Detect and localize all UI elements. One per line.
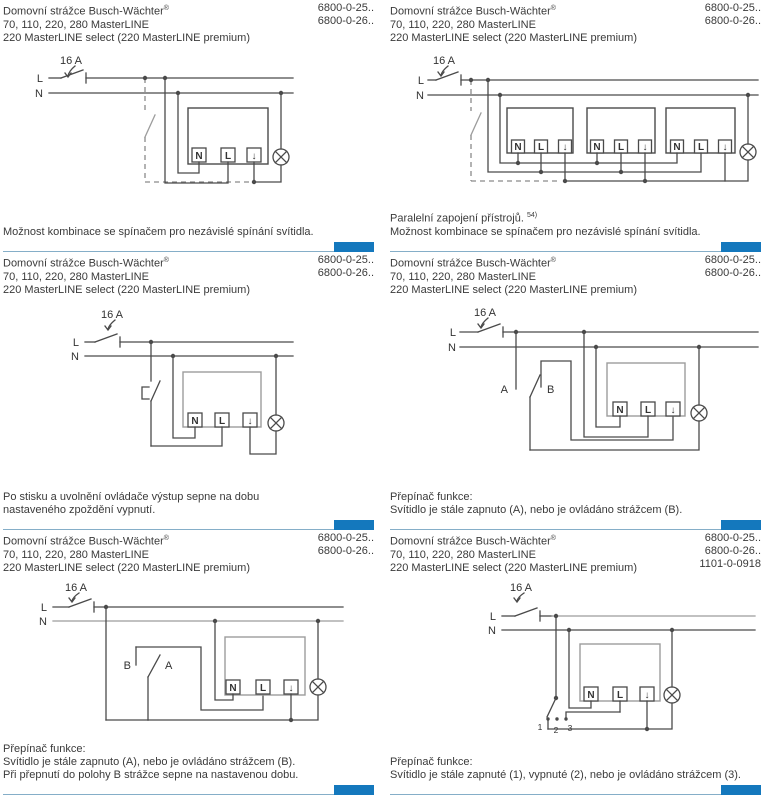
caption-block (390, 491, 761, 530)
registered-mark: ® (550, 5, 556, 12)
junction-dots (514, 329, 701, 348)
svg-text:L: L (616, 689, 624, 701)
diagram-area (390, 49, 761, 199)
order-codes (318, 532, 374, 575)
terminals (188, 413, 257, 427)
divider-line (390, 529, 761, 530)
line-n-label: N (448, 341, 456, 354)
divider (390, 520, 761, 530)
order-code: 6800-0-26.. (704, 267, 761, 279)
panel-3 (0, 252, 387, 530)
wiring-diagram-123-selector (390, 579, 761, 735)
product-line-3: 220 MasterLINE select (220 MasterLINE premium) (3, 31, 250, 44)
diagram-area (3, 579, 374, 729)
order-code: 6800-0-26.. (317, 545, 374, 557)
wiring-diagram-push-button (3, 301, 374, 461)
order-code: 6800-0-25.. (704, 2, 761, 14)
output-arrow-icon: ↓ (251, 150, 257, 162)
device-wiring (148, 621, 318, 720)
panel-4-header (390, 254, 761, 297)
divider-line (3, 251, 374, 252)
divider-line (3, 529, 374, 530)
order-code: 1101-0-0918 (699, 558, 761, 570)
output-arrow-icon: ↓ (644, 689, 650, 701)
registered-mark: ® (550, 257, 556, 264)
line-n-label: N (416, 89, 424, 102)
caption-line: Paralelní zapojení přístrojů. $^{54)}$ (390, 212, 538, 225)
product-name: Domovní strážce Busch-Wächter® (3, 535, 169, 548)
product-lines (390, 254, 637, 297)
line-n-label: N (39, 615, 47, 628)
device-wiring (530, 332, 699, 450)
caption-block (3, 743, 374, 795)
junction-dots (554, 613, 674, 730)
supply-lines (53, 599, 343, 621)
junction-dots (143, 75, 283, 183)
fuse-arrow-icon (69, 593, 79, 602)
terminals (613, 402, 680, 416)
fuse-arrow-icon (438, 66, 448, 76)
position-3-label: 3 (567, 722, 573, 733)
fuse-arrow-icon (514, 593, 524, 602)
ab-selector-switch (516, 332, 673, 450)
accent-bar (334, 520, 374, 530)
accent-bar (334, 242, 374, 252)
product-name: Domovní strážce Busch-Wächter® (3, 5, 169, 18)
caption-line: Svítidlo je stále zapnuté (1), vypnuté (2), nebo je ovládáno strážcem (3). (390, 769, 741, 781)
svg-text:L: L (697, 141, 705, 153)
product-line-2: 70, 110, 220, 280 MasterLINE (390, 270, 536, 283)
wiring-diagram-ba-selector (3, 579, 374, 729)
caption-line: nastaveného zpoždění vypnutí. (3, 504, 156, 516)
registered-mark: ® (550, 535, 556, 542)
product-lines (3, 254, 250, 297)
svg-text:N: N (195, 150, 203, 162)
terminals (226, 680, 298, 694)
output-arrow-icon: ↓ (288, 682, 294, 694)
caption-block (3, 226, 374, 252)
line-n-label: N (71, 350, 79, 363)
divider-line (390, 251, 761, 252)
fuse-arrow-icon (105, 320, 115, 330)
line-n-label: N (488, 624, 496, 637)
order-codes (705, 254, 761, 297)
output-arrow-icon: ↓ (247, 415, 253, 427)
line-l-label: L (36, 72, 43, 85)
wiring-diagram-ab-selector (390, 301, 761, 461)
fuse-arrow-icon (478, 318, 488, 328)
position-b-label: B (123, 659, 131, 672)
line-l-label: L (72, 336, 79, 349)
terminals (512, 140, 732, 153)
product-line-3: 220 MasterLINE select (220 MasterLINE premium) (3, 283, 250, 296)
divider (390, 785, 761, 795)
svg-text:L: L (537, 141, 545, 153)
caption-line: Možnost kombinace se spínačem pro nezávislé spínání svítidla. (3, 226, 314, 238)
junction-dots (469, 77, 750, 182)
product-line-2: 70, 110, 220, 280 MasterLINE (3, 548, 149, 561)
product-line-2: 70, 110, 220, 280 MasterLINE (3, 18, 149, 31)
product-name: Domovní strážce Busch-Wächter® (390, 535, 556, 548)
product-name: Domovní strážce Busch-Wächter® (390, 5, 556, 18)
order-code: 6800-0-25.. (317, 254, 374, 266)
supply-lines (85, 334, 293, 356)
svg-text:N: N (616, 404, 624, 416)
order-codes (318, 2, 374, 45)
position-1-label: 1 (537, 721, 543, 732)
order-codes (705, 2, 761, 45)
panel-2 (387, 0, 774, 252)
svg-text:N: N (191, 415, 199, 427)
caption-line: Po stisku a uvolnění ovládače výstup sepne na dobu (3, 491, 260, 503)
lamp-icon (664, 687, 680, 703)
product-line-3: 220 MasterLINE select (220 MasterLINE premium) (390, 283, 637, 296)
device-wiring (151, 356, 276, 454)
divider (390, 242, 761, 252)
supply-lines (428, 72, 758, 95)
panel-6-header (390, 532, 761, 575)
lamp-icon (273, 149, 289, 165)
output-arrow-icon: ↓ (642, 141, 648, 153)
panel-2-header (390, 2, 761, 45)
accent-bar (334, 785, 374, 795)
supply-lines (502, 608, 755, 630)
terminals (584, 687, 654, 701)
svg-text:L: L (218, 415, 226, 427)
fuse-label: 16 A (101, 308, 124, 321)
lamp-icon (268, 415, 284, 431)
product-lines (390, 2, 637, 45)
product-line-2: 70, 110, 220, 280 MasterLINE (3, 270, 149, 283)
accent-bar (721, 242, 761, 252)
divider (3, 520, 374, 530)
svg-text:N: N (229, 682, 237, 694)
position-a-label: A (500, 383, 508, 396)
order-code: 6800-0-25.. (704, 254, 761, 266)
product-name: Domovní strážce Busch-Wächter® (390, 257, 556, 270)
lamp-icon (310, 679, 326, 695)
diagram-area (3, 301, 374, 461)
product-lines (390, 532, 637, 575)
caption-block (3, 491, 374, 530)
registered-mark: ® (163, 257, 169, 264)
caption-line: Možnost kombinace se spínačem pro nezávislé spínání svítidla. (390, 226, 701, 238)
panel-1-header (3, 2, 374, 45)
panel-3-header (3, 254, 374, 297)
registered-mark: ® (163, 5, 169, 12)
order-code: 6800-0-25.. (704, 532, 761, 544)
svg-text:N: N (673, 141, 681, 153)
device-wiring (165, 78, 281, 183)
product-line-3: 220 MasterLINE select (220 MasterLINE premium) (390, 561, 637, 574)
svg-text:L: L (259, 682, 267, 694)
line-l-label: L (417, 74, 424, 87)
divider (3, 242, 374, 252)
push-button-icon (142, 387, 149, 399)
panel-4 (387, 252, 774, 530)
order-code: 6800-0-26.. (704, 545, 761, 557)
order-code: 6800-0-26.. (317, 15, 374, 27)
fuse-label: 16 A (65, 581, 88, 594)
product-name: Domovní strážce Busch-Wächter® (3, 257, 169, 270)
position-a-label: A (165, 659, 173, 672)
panel-5 (0, 530, 387, 795)
output-arrow-icon: ↓ (562, 141, 568, 153)
fuse-label: 16 A (433, 54, 456, 67)
caption-line: Přepínač funkce: (3, 743, 86, 755)
line-l-label: L (40, 601, 47, 614)
caption-line: Přepínač funkce: (390, 491, 473, 503)
order-code: 6800-0-25.. (317, 532, 374, 544)
lamp-icon (740, 144, 756, 160)
order-codes (699, 532, 761, 575)
panel-6 (387, 530, 774, 795)
svg-text:N: N (514, 141, 522, 153)
lamp-icon (691, 405, 707, 421)
footnote-ref: 54) (526, 212, 538, 220)
line-l-label: L (449, 326, 456, 339)
product-line-3: 220 MasterLINE select (220 MasterLINE premium) (390, 31, 637, 44)
svg-text:N: N (593, 141, 601, 153)
accent-bar (721, 785, 761, 795)
caption-line: Svítidlo je stále zapnuto (A), nebo je ovládáno strážcem (B). (390, 504, 683, 516)
caption-block (390, 756, 761, 795)
wiring-diagram-parallel-devices (390, 49, 761, 199)
supply-lines (49, 70, 293, 93)
fuse-label: 16 A (510, 581, 533, 594)
order-code: 6800-0-25.. (317, 2, 374, 14)
svg-text:N: N (587, 689, 595, 701)
registered-mark: ® (163, 535, 169, 542)
caption-line: Při přepnutí do polohy B strážce sepne na nastavenou dobu. (3, 769, 299, 781)
output-arrow-icon: ↓ (722, 141, 728, 153)
svg-text:L: L (617, 141, 625, 153)
svg-text:L: L (644, 404, 652, 416)
selector-123-switch (546, 616, 620, 729)
position-b-label: B (547, 383, 555, 396)
diagram-area (3, 49, 374, 199)
caption-line: Přepínač funkce: (390, 756, 473, 768)
product-line-2: 70, 110, 220, 280 MasterLINE (390, 18, 536, 31)
terminals (192, 148, 261, 162)
product-lines (3, 532, 250, 575)
fuse-label: 16 A (60, 54, 83, 67)
output-arrow-icon: ↓ (670, 404, 676, 416)
order-code: 6800-0-26.. (317, 267, 374, 279)
panel-5-header (3, 532, 374, 575)
product-line-3: 220 MasterLINE select (220 MasterLINE premium) (3, 561, 250, 574)
line-n-label: N (35, 87, 43, 100)
svg-text:L: L (224, 150, 232, 162)
caption-line: Svítidlo je stále zapnuto (A), nebo je ovládáno strážcem (B). (3, 756, 296, 768)
diagram-area (390, 579, 761, 735)
product-lines (3, 2, 250, 45)
line-l-label: L (489, 610, 496, 623)
product-line-2: 70, 110, 220, 280 MasterLINE (390, 548, 536, 561)
caption-block (390, 209, 761, 252)
order-codes (318, 254, 374, 297)
wiring-diagram-single-device-independent-switch (3, 49, 374, 199)
divider (3, 785, 374, 795)
order-code: 6800-0-26.. (704, 15, 761, 27)
position-2-label: 2 (553, 724, 559, 735)
supply-lines (460, 324, 758, 347)
diagram-area (390, 301, 761, 461)
fuse-label: 16 A (474, 306, 497, 319)
accent-bar (721, 520, 761, 530)
panel-1 (0, 0, 387, 252)
push-button-switch (142, 342, 160, 446)
